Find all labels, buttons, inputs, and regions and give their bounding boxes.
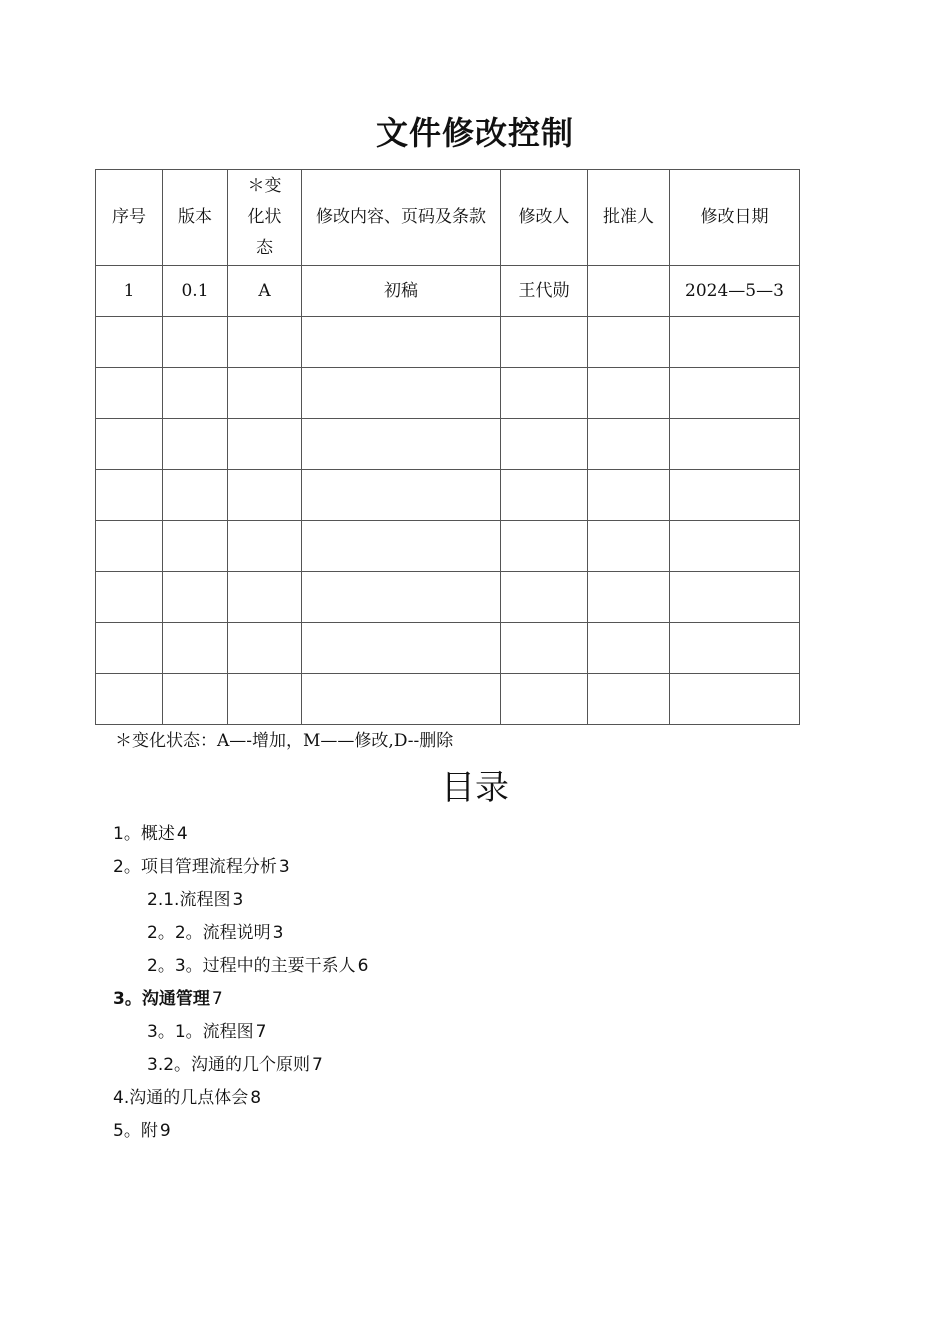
toc-item[interactable] — [113, 1016, 368, 1049]
toc-item-page: 3 — [272, 923, 284, 943]
header-date: 修改日期 — [670, 170, 800, 266]
toc-item-text: 1。概述 — [113, 824, 175, 844]
cell-modifier: 王代勋 — [501, 266, 588, 317]
toc-item-page: 4 — [176, 824, 188, 844]
cell-date — [670, 317, 800, 368]
cell-modifier — [501, 317, 588, 368]
cell-approver — [588, 266, 670, 317]
toc-item-text: 2.1.流程图 — [147, 890, 231, 910]
table-row — [96, 674, 800, 725]
cell-approver — [588, 317, 670, 368]
header-content — [302, 170, 501, 266]
cell-version — [163, 572, 228, 623]
cell-version — [163, 674, 228, 725]
cell-change-status — [228, 623, 302, 674]
cell-date — [670, 368, 800, 419]
table-row — [96, 317, 800, 368]
table-row — [96, 419, 800, 470]
cell-version: 0.1 — [163, 266, 228, 317]
cell-content — [302, 674, 501, 725]
cell-version — [163, 623, 228, 674]
cell-approver — [588, 368, 670, 419]
header-modifier: 修改人 — [501, 170, 588, 266]
cell-content — [302, 470, 501, 521]
toc-item[interactable] — [113, 851, 368, 884]
cell-change-status — [228, 317, 302, 368]
cell-version — [163, 521, 228, 572]
cell-modifier — [501, 419, 588, 470]
cell-content — [302, 572, 501, 623]
cell-date — [670, 470, 800, 521]
table-row — [96, 572, 800, 623]
cell-change-status — [228, 521, 302, 572]
toc-item[interactable] — [113, 917, 368, 950]
toc-item-text: 3。沟通管理 — [113, 989, 210, 1009]
cell-date — [670, 419, 800, 470]
header-seq: 序号 — [96, 170, 163, 266]
table-row — [96, 521, 800, 572]
table-row — [96, 470, 800, 521]
cell-modifier — [501, 674, 588, 725]
table-row — [96, 266, 800, 317]
cell-approver — [588, 419, 670, 470]
cell-seq — [96, 419, 163, 470]
cell-approver — [588, 470, 670, 521]
cell-change-status — [228, 572, 302, 623]
header-version: 版本 — [163, 170, 228, 266]
toc-item[interactable] — [113, 1115, 368, 1148]
toc-item[interactable] — [113, 884, 368, 917]
toc-item[interactable] — [113, 950, 368, 983]
table-of-contents — [113, 818, 368, 1148]
cell-date: 2024—5—3 — [670, 266, 800, 317]
toc-item-page: 9 — [159, 1121, 171, 1141]
toc-item-page: 7 — [312, 1055, 323, 1075]
toc-item-page: 3 — [232, 890, 244, 910]
header-change-status — [228, 170, 302, 266]
cell-modifier — [501, 521, 588, 572]
cell-date — [670, 674, 800, 725]
cell-seq — [96, 521, 163, 572]
cell-change-status — [228, 419, 302, 470]
cell-modifier — [501, 470, 588, 521]
cell-seq — [96, 470, 163, 521]
cell-content — [302, 521, 501, 572]
toc-item-text: 3.2。沟通的几个原则 — [147, 1055, 311, 1075]
cell-content — [302, 368, 501, 419]
cell-version — [163, 368, 228, 419]
cell-date — [670, 521, 800, 572]
toc-title: 目录 — [441, 768, 509, 808]
header-change-status-label: ＊变化状态 — [247, 176, 282, 258]
cell-version — [163, 470, 228, 521]
cell-date — [670, 572, 800, 623]
toc-item-page: 3 — [278, 857, 290, 877]
cell-change-status — [228, 470, 302, 521]
cell-content: 初稿 — [302, 266, 501, 317]
table-row — [96, 368, 800, 419]
toc-item[interactable] — [113, 1049, 368, 1082]
toc-item-page: 6 — [357, 956, 369, 976]
cell-modifier — [501, 572, 588, 623]
toc-item-text: 2。3。过程中的主要干系人 — [147, 956, 356, 976]
table-header-row — [96, 170, 800, 266]
header-approver: 批准人 — [588, 170, 670, 266]
cell-seq — [96, 572, 163, 623]
cell-content — [302, 317, 501, 368]
cell-seq — [96, 368, 163, 419]
toc-item-text: 2。2。流程说明 — [147, 923, 271, 943]
cell-seq — [96, 623, 163, 674]
toc-item-text: 3。1。流程图 — [147, 1022, 254, 1042]
document-title: 文件修改控制 — [375, 114, 574, 152]
revision-table — [95, 169, 800, 725]
toc-item[interactable] — [113, 1082, 368, 1115]
cell-approver — [588, 572, 670, 623]
cell-version — [163, 419, 228, 470]
cell-seq — [96, 674, 163, 725]
cell-date — [670, 623, 800, 674]
toc-item-page: 7 — [211, 989, 223, 1009]
cell-approver — [588, 623, 670, 674]
toc-item-text: 5。附 — [113, 1121, 158, 1141]
cell-content — [302, 623, 501, 674]
cell-approver — [588, 674, 670, 725]
cell-change-status — [228, 674, 302, 725]
header-content-label: 修改内容、页码及条款 — [316, 207, 486, 227]
cell-version — [163, 317, 228, 368]
toc-item-text: 4.沟通的几点体会 — [113, 1088, 249, 1108]
table-row — [96, 623, 800, 674]
cell-modifier — [501, 368, 588, 419]
toc-item-page: 7 — [255, 1022, 267, 1042]
cell-modifier — [501, 623, 588, 674]
cell-content — [302, 419, 501, 470]
toc-item-text: 2。项目管理流程分析 — [113, 857, 277, 877]
cell-seq — [96, 317, 163, 368]
toc-item[interactable] — [113, 818, 368, 851]
cell-seq: 1 — [96, 266, 163, 317]
toc-item[interactable] — [113, 983, 368, 1016]
cell-change-status — [228, 368, 302, 419]
cell-approver — [588, 521, 670, 572]
cell-change-status: A — [228, 266, 302, 317]
change-status-note: ＊变化状态：A—-增加，M——修改,D--删除 — [115, 731, 454, 751]
toc-item-page: 8 — [250, 1088, 262, 1108]
